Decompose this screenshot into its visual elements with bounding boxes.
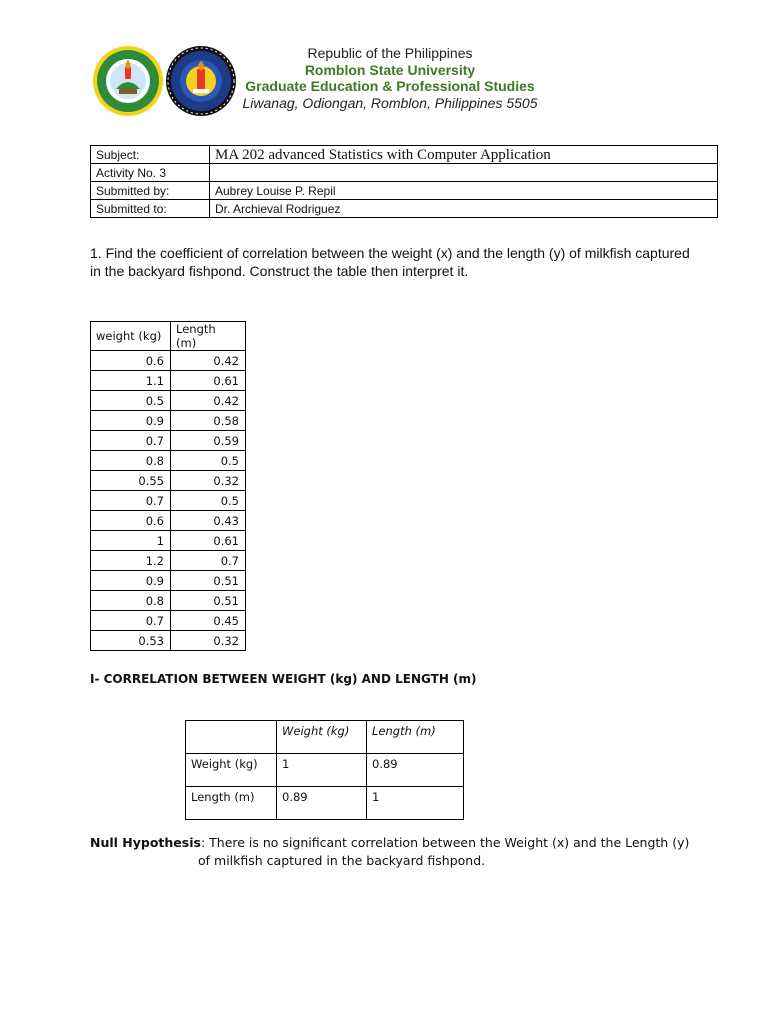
info-row-submitted-by (91, 182, 718, 200)
table-row (186, 754, 464, 787)
weight-cell: 0.8 (91, 451, 171, 471)
info-row-activity (91, 164, 718, 182)
table-row (186, 787, 464, 820)
null-hypothesis-label: Null Hypothesis (90, 835, 201, 850)
length-cell: 0.59 (171, 431, 246, 451)
weight-cell: 0.6 (91, 351, 171, 371)
table-row (91, 471, 246, 491)
weight-cell: 1 (91, 531, 171, 551)
info-key: Activity No. 3 (91, 164, 210, 182)
table-row (91, 451, 246, 471)
info-value: Dr. Archieval Rodriguez (210, 200, 718, 218)
header-university: Romblon State University (304, 62, 476, 78)
table-row (91, 511, 246, 531)
column-header-length: Length (m) (367, 721, 464, 754)
weight-cell: 0.6 (91, 511, 171, 531)
table-row (91, 391, 246, 411)
table-row (91, 631, 246, 651)
weight-cell: 0.55 (91, 471, 171, 491)
table-row (91, 591, 246, 611)
length-cell: 0.5 (171, 451, 246, 471)
table-cell: 0.89 (277, 787, 367, 820)
length-cell: 0.51 (171, 571, 246, 591)
section-title: I- CORRELATION BETWEEN WEIGHT (kg) AND LENGTH (m) (90, 672, 477, 686)
null-hypothesis-text-line2: of milkfish captured in the backyard fishpond. (198, 853, 486, 868)
column-header-weight: weight (kg) (91, 322, 171, 351)
table-row (91, 411, 246, 431)
header-republic: Republic of the Philippines (307, 45, 473, 61)
table-row (91, 531, 246, 551)
column-header-length: Length (m) (171, 322, 246, 351)
length-cell: 0.61 (171, 531, 246, 551)
length-cell: 0.42 (171, 391, 246, 411)
table-row (91, 351, 246, 371)
weight-cell: 0.53 (91, 631, 171, 651)
table-row (91, 551, 246, 571)
table-row (91, 611, 246, 631)
length-cell: 0.32 (171, 631, 246, 651)
table-row (91, 571, 246, 591)
length-cell: 0.7 (171, 551, 246, 571)
question-text: 1. Find the coefficient of correlation between the weight (x) and the length (y) of milkfish captured in the backyard fishpond. Construct the table then interpret it. (90, 245, 690, 279)
header-graduate-studies: Graduate Education & Professional Studies (245, 78, 535, 94)
weight-cell: 0.5 (91, 391, 171, 411)
info-value (210, 164, 718, 182)
weight-cell: 0.9 (91, 571, 171, 591)
table-cell: 1 (277, 754, 367, 787)
weight-cell: 0.8 (91, 591, 171, 611)
correlation-matrix-table (185, 720, 464, 820)
table-row (91, 371, 246, 391)
info-key: Submitted to: (91, 200, 210, 218)
column-header-weight: Weight (kg) (277, 721, 367, 754)
submission-info-table (90, 145, 718, 218)
corner-cell (186, 721, 277, 754)
info-row-subject (91, 146, 718, 164)
info-key: Submitted by: (91, 182, 210, 200)
weight-cell: 0.7 (91, 611, 171, 631)
length-cell: 0.58 (171, 411, 246, 431)
length-cell: 0.42 (171, 351, 246, 371)
length-cell: 0.43 (171, 511, 246, 531)
info-row-submitted-to (91, 200, 718, 218)
length-cell: 0.61 (171, 371, 246, 391)
info-value: Aubrey Louise P. Repil (210, 182, 718, 200)
weight-cell: 1.1 (91, 371, 171, 391)
length-cell: 0.45 (171, 611, 246, 631)
table-row (91, 491, 246, 511)
length-cell: 0.51 (171, 591, 246, 611)
info-value: MA 202 advanced Statistics with Computer Application (210, 146, 718, 164)
null-hypothesis-text-line1: : There is no significant correlation between the Weight (x) and the Length (y) (200, 835, 690, 850)
header-address: Liwanag, Odiongan, Romblon, Philippines 5505 (242, 95, 538, 111)
length-cell: 0.5 (171, 491, 246, 511)
romblon-state-university-seal-icon (92, 45, 164, 117)
graduate-education-seal-icon (165, 45, 237, 117)
row-header-weight: Weight (kg) (186, 754, 277, 787)
table-header-row (91, 322, 246, 351)
weight-length-data-table (90, 321, 246, 651)
null-hypothesis (90, 834, 710, 870)
table-cell: 0.89 (367, 754, 464, 787)
table-cell: 1 (367, 787, 464, 820)
table-row (91, 431, 246, 451)
length-cell: 0.32 (171, 471, 246, 491)
table-header-row (186, 721, 464, 754)
weight-cell: 0.7 (91, 491, 171, 511)
weight-cell: 0.7 (91, 431, 171, 451)
weight-cell: 0.9 (91, 411, 171, 431)
row-header-length: Length (m) (186, 787, 277, 820)
info-key: Subject: (91, 146, 210, 164)
weight-cell: 1.2 (91, 551, 171, 571)
